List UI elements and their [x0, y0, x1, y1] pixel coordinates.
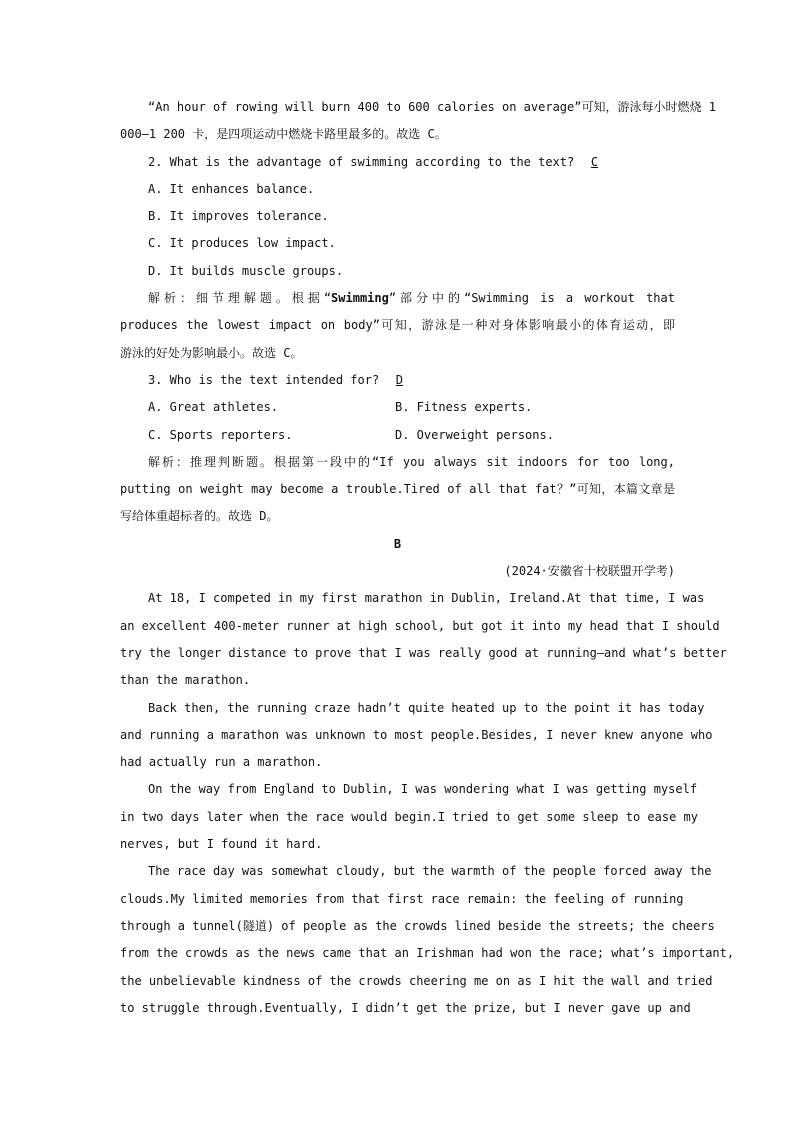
analysis-keyword: Swimming — [331, 291, 389, 306]
passage-line: had actually run a marathon. — [120, 755, 323, 770]
passage-line: nerves, but I found it hard. — [120, 837, 323, 852]
passage-line: The race day was somewhat cloudy, but the warmth of the people forced away the — [148, 864, 712, 879]
document-body — [120, 94, 735, 1022]
option-c: C. It produces low impact. — [148, 236, 336, 251]
question-3-answer: D — [395, 372, 404, 387]
passage-line: from the crowds as the news came that an Irishman had won the race; what’s important, — [120, 946, 735, 961]
option-c: C. Sports reporters. — [148, 427, 293, 442]
options-row — [120, 394, 675, 421]
options-row — [120, 422, 675, 449]
explanation-line: “An hour of rowing will burn 400 to 600 calories on average”可知，游泳每小时燃烧 1 — [148, 100, 716, 114]
analysis-line: 写给体重超标者的。故选 D。 — [120, 509, 279, 524]
passage-line: in two days later when the race would begin.I tried to get some sleep to ease my — [120, 809, 698, 824]
option-d: D. It builds muscle groups. — [148, 263, 344, 278]
question-2 — [120, 149, 675, 176]
question-3-prompt: 3. Who is the text intended for? — [148, 372, 380, 387]
question-3 — [120, 367, 675, 394]
passage-line: clouds.My limited memories from that first race remain: the feeling of running — [120, 891, 684, 906]
option-a: A. It enhances balance. — [148, 181, 315, 196]
option-b: B. It improves tolerance. — [148, 209, 329, 224]
passage-line: Back then, the running craze hadn’t quite heated up to the point it has today — [148, 700, 705, 715]
analysis-line: 解析：推理判断题。根据第一段中的“If you always sit indoors for too long, — [148, 454, 675, 469]
passage-line: the unbelievable kindness of the crowds cheering me on as I hit the wall and tried — [120, 973, 713, 988]
passage-line: On the way from England to Dublin, I was wondering what I was getting myself — [148, 782, 698, 797]
option-d: D. Overweight persons. — [395, 427, 554, 442]
passage-line: and running a marathon was unknown to most people.Besides, I never knew anyone who — [120, 727, 713, 742]
passage-line: to struggle through.Eventually, I didn’t get the prize, but I never gave up and — [120, 1000, 691, 1015]
analysis-text: 解析：细节理解题。根据“ — [148, 291, 332, 306]
passage-line: At 18, I competed in my first marathon in Dublin, Ireland.At that time, I was — [148, 591, 705, 606]
explanation-line: 000—1 200 卡，是四项运动中燃烧卡路里最多的。故选 C。 — [120, 127, 447, 142]
section-heading: B — [393, 536, 402, 551]
option-a: A. Great athletes. — [148, 400, 279, 415]
passage-line: through a tunnel(隧道) of people as the crowds lined beside the streets; the cheers — [120, 918, 715, 933]
analysis-line — [120, 285, 675, 312]
passage-line: an excellent 400-meter runner at high school, but got it into my head that I should — [120, 618, 720, 633]
source-note: (2024·安徽省十校联盟开学考) — [504, 564, 675, 579]
passage-line: try the longer distance to prove that I was really good at running—and what’s better — [120, 645, 727, 660]
analysis-line: putting on weight may become a trouble.Tired of all that fat？”可知，本篇文章是 — [120, 482, 675, 497]
option-b: B. Fitness experts. — [395, 400, 533, 415]
question-2-answer: C — [590, 154, 599, 169]
question-2-prompt: 2. What is the advantage of swimming according to the text? — [148, 154, 575, 169]
analysis-line: 游泳的好处为影响最小。故选 C。 — [120, 345, 303, 360]
analysis-line: produces the lowest impact on body”可知，游泳是一种对身体影响最小的体育运动，即 — [120, 318, 675, 333]
passage-line: than the marathon. — [120, 673, 251, 688]
analysis-text: ”部分中的“Swimming is a workout that — [388, 291, 675, 306]
